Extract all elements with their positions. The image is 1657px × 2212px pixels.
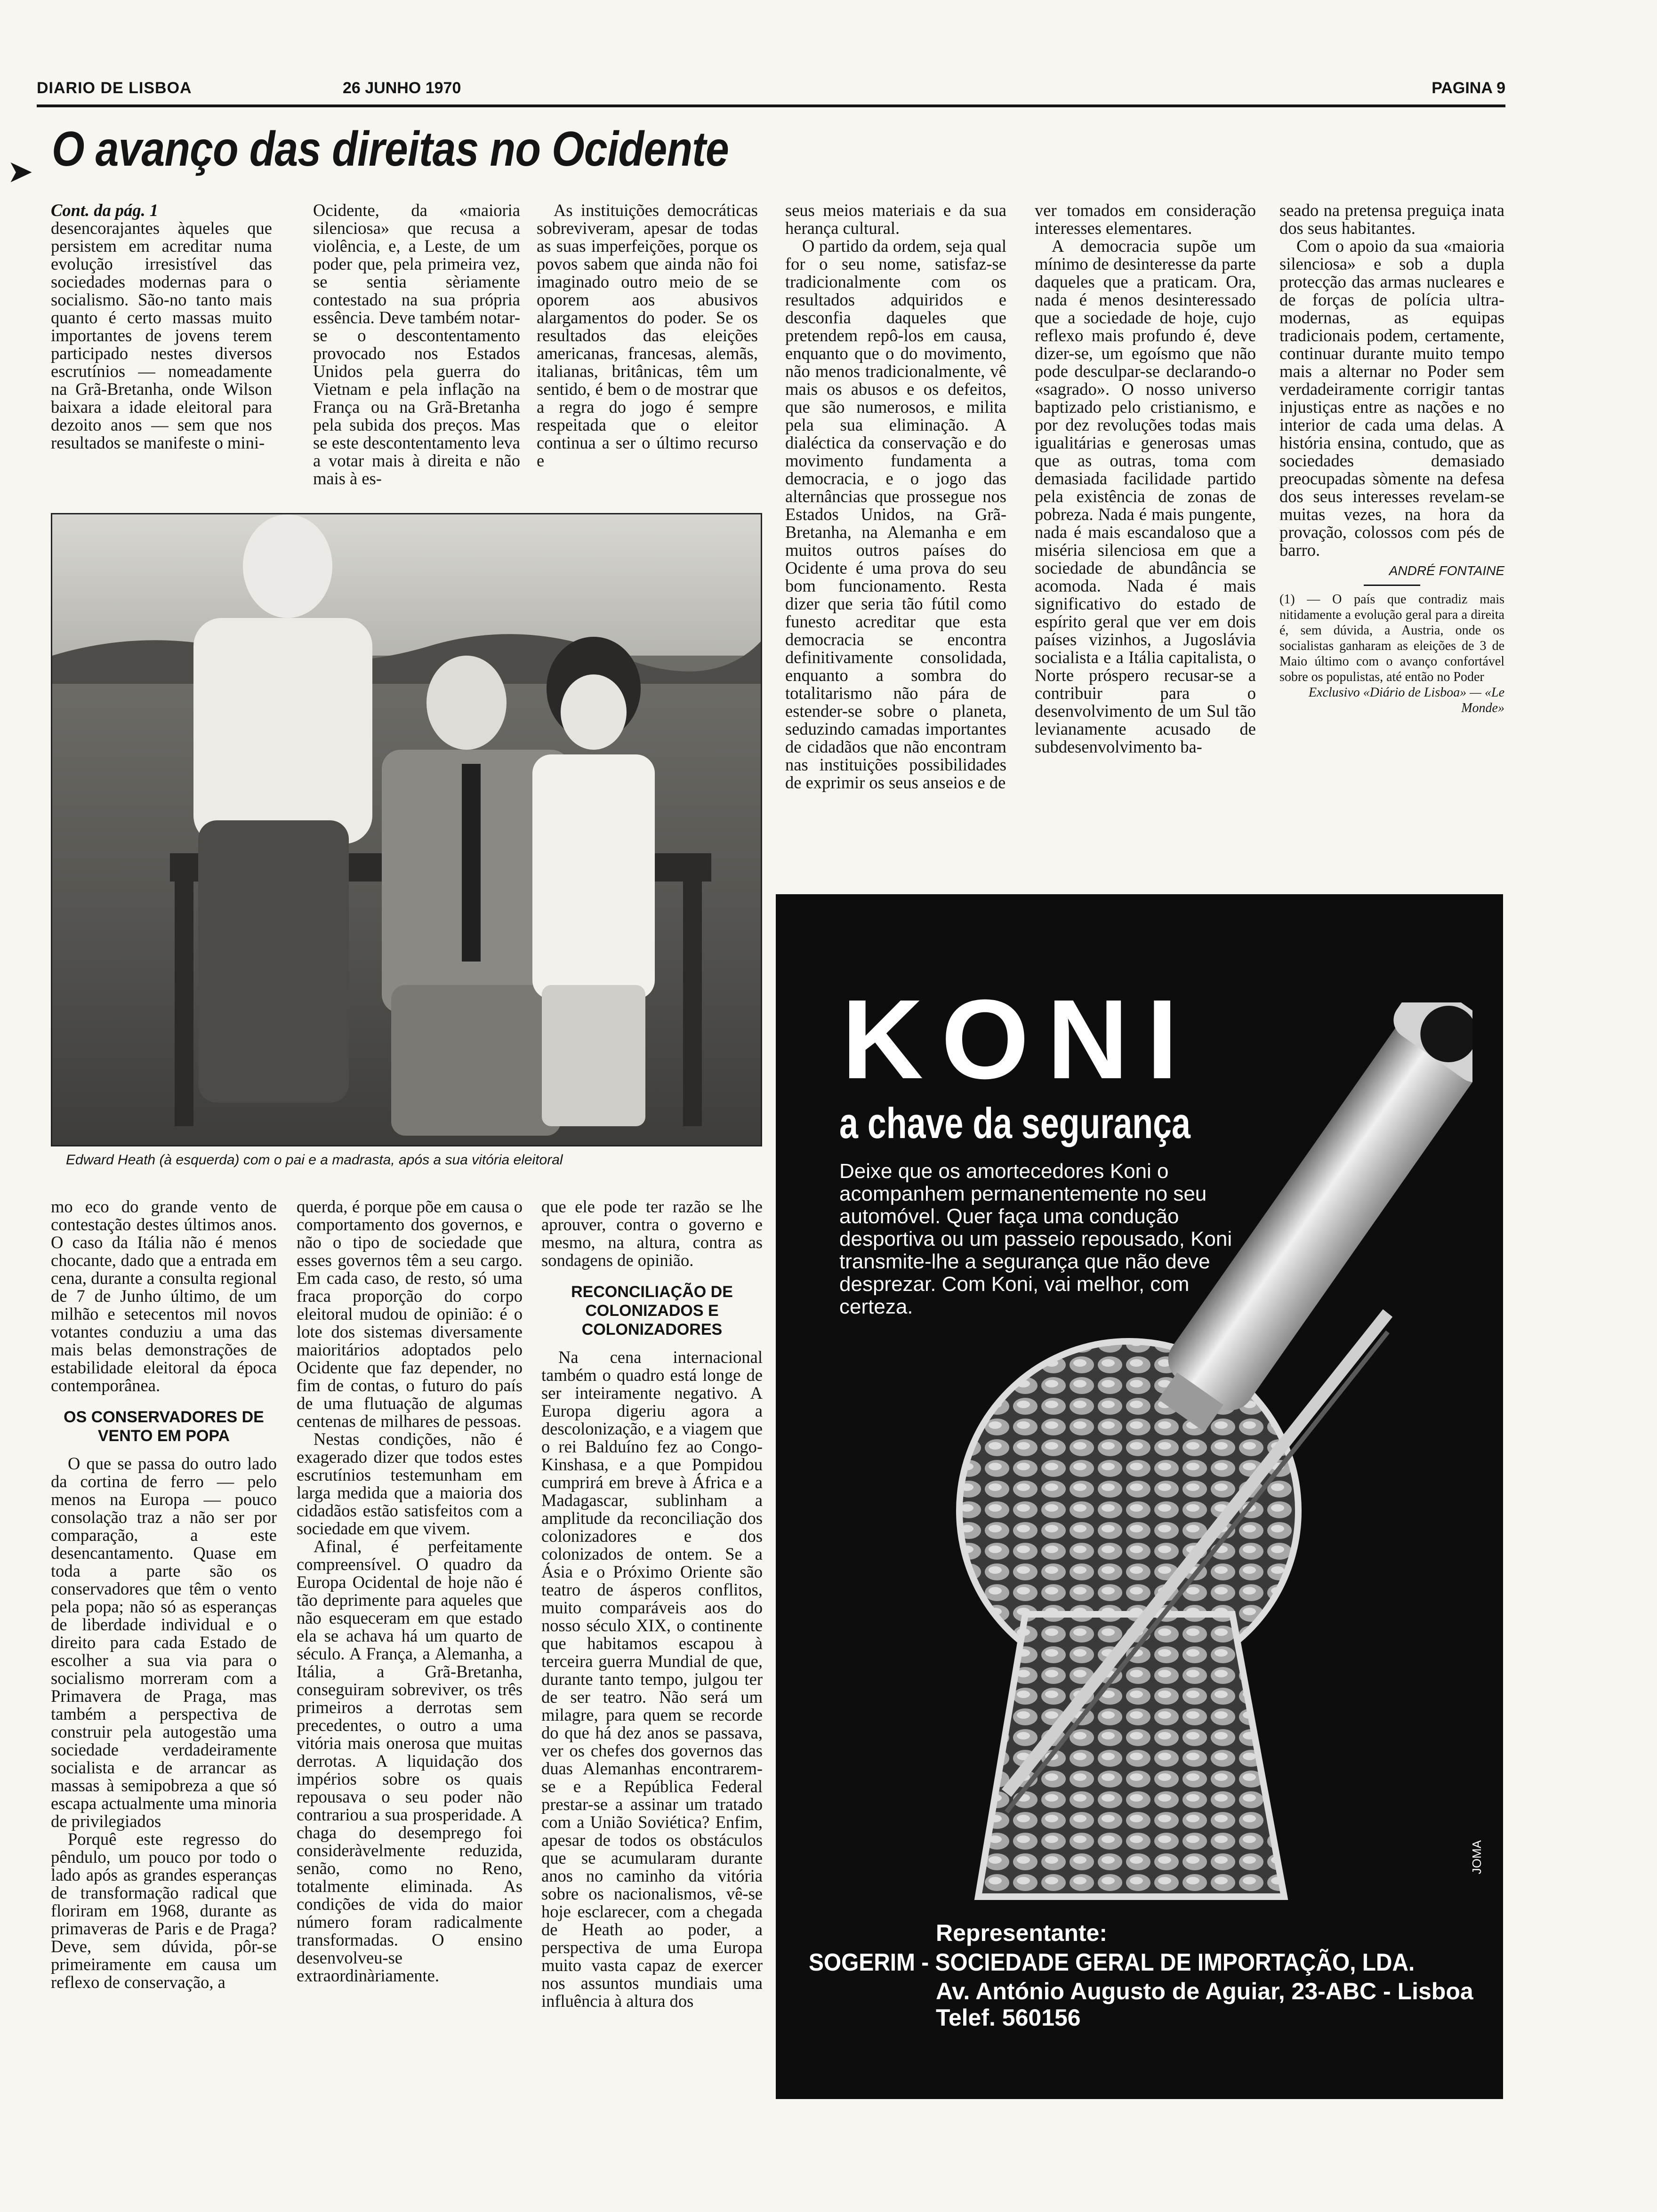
article-headline: O avanço das direitas no Ocidente	[52, 122, 729, 176]
paragraph: Com o apoio da sua «maioria silenciosa» e sob a dupla protecção das armas nucleares e de forças de polícia ultra-modernas, as equipas tradicionais podem, certamente, continuar durante muito tempo mais a alternar no Poder sem verdadeiramente corrigir tantas injustiças entre as nações e no interior de cada uma delas. A história ensina, contudo, que as sociedades demasiado preocupadas sòmente na defesa dos seus interesses revelam-se muitas vezes, na hora da provação, colossos com pés de barro.	[1279, 236, 1504, 560]
ad-company: SOGERIM - SOCIEDADE GERAL DE IMPORTAÇÃO, LDA.	[809, 1949, 1415, 1976]
photo-image	[52, 514, 761, 1145]
article-column-3	[537, 201, 758, 489]
photo-heath-family	[51, 513, 762, 1146]
paragraph: A democracia supõe um mínimo de desinteresse da parte daqueles que a praticam. Ora, nada é menos desinteressado que a sociedade de hoje, cujo reflexo mais profundo é, deve dizer-se, um egoísmo que não pode desculpar-se declarando-o «sagrado». O nosso universo baptizado pelo cristianismo, e por dez revoluções todas mais igualitárias e generosas umas que as outras, toma com demasiada facilidade partido pela existência de zonas de pobreza. Nada é mais pungente, nada é mais escandaloso que a miséria silenciosa em que a sociedade de abundância se acomoda. Nada é mais significativo do estado de espírito geral que ver em dois países vizinhos, a Jugoslávia socialista e a Itália capitalista, o Norte próspero recusar-se a contribuir para o desenvolvimento de um Sul tão levianamente acusado de subdesenvolvimento ba-	[1035, 236, 1256, 756]
footnote-rule	[1364, 585, 1420, 586]
subheading: OS CONSERVADORES DE VENTO EM POPA	[64, 1408, 264, 1445]
masthead	[37, 79, 1505, 104]
paragraph: que ele pode ter razão se lhe aprouver, contra o governo e mesmo, na altura, contra as sondagens de opinião.	[541, 1197, 763, 1270]
masthead-rule	[37, 104, 1505, 107]
keyhole-shock-absorber-illustration	[926, 1002, 1472, 1915]
newspaper-name: DIARIO DE LISBOA	[37, 79, 192, 97]
ad-address: Av. António Augusto de Aguiar, 23-ABC - Lisboa	[936, 1978, 1473, 2004]
paragraph: Porquê este regresso do pêndulo, um pouco por todo o lado após as grandes esperanças de transformação radical que floriram em 1968, durante as primaveras de Paris e de Praga? Deve, sem dúvida, pôr-se primeiramente em causa um reflexo de conservação, a	[51, 1829, 277, 1992]
continuation-arrow-icon: ➤	[8, 156, 32, 187]
paragraph: O partido da ordem, seja qual for o seu nome, satisfaz-se tradicionalmente com os resultados adquiridos e desconfia daqueles que pretendem repô-los em causa, enquanto que o do movimento, não menos tradicionalmente, vê mais os abusos e os defeitos, que são numerosos, e milita pela sua eliminação. A dialéctica da conservação e do movimento fundamenta a democracia, e o jogo das alternâncias que prossegue nos Estados Unidos, na Grã-Bretanha, na Alemanha e em muitos outros países do Ocidente é uma prova do seu bom funcionamento. Resta dizer que seria tão fútil como funesto acreditar que esta democracia se encontra definitivamente consolidada, enquanto a sombra do totalitarismo não pára de estender-se sobre o planeta, seduzindo camadas importantes de cidadãos que não encontram nas instituições possibilidades de exprimir os seus anseios e de	[785, 236, 1006, 792]
paragraph: Na cena internacional também o quadro está longe de ser inteiramente negativo. A Europa digeriu agora a descolonização, e a viagem que o rei Balduíno fez ao Congo-Kinshasa, e a que Pompidou cumprirá em breve à África e a Madagascar, sublinham a amplitude da reconciliação dos colonizadores e dos colonizados de ontem. Se a Ásia e o Próximo Oriente são teatro de ásperos conflitos, muito comparáveis aos do nosso século XIX, o continente que habitamos escapou à terceira guerra Mundial de que, durante tanto tempo, julgou ter de ser teatro. Não será um milagre, para quem se recorde do que há dez anos se passava, ver os chefes dos governos das duas Alemanhas encontrarem-se e a República Federal prestar-se a assinar um tratado com a União Soviética? Enfim, apesar de todos os obstáculos que se acumularam durante anos no caminho da vitória sobre os nacionalismos, vê-se hoje esclarecer, com a chegada de Heath ao poder, a perspectiva de uma Europa muito vasta capaz de exercer nos assuntos mundiais uma influência à altura dos	[541, 1347, 763, 2011]
paragraph: O que se passa do outro lado da cortina de ferro — pelo menos na Europa — pouco consolação traz a não ser por comparação, a este desencantamento. Quase em toda a parte são os conservadores que têm o vento pela popa; não só as esperanças de liberdade individual e o direito para cada Estado de escolher a sua via para o socialismo morreram com a Primavera de Praga, mas também a perspectiva de construir pela autogestão uma sociedade verdadeiramente socialista e de arrancar as massas à semipobreza a que só escapa actualmente uma minoria de privilegiados	[51, 1454, 277, 1831]
issue-date: 26 JUNHO 1970	[343, 79, 461, 97]
article-column-1	[51, 201, 272, 489]
paragraph: Afinal, é perfeitamente compreensível. O quadro da Europa Ocidental de hoje não é tão deprimente para aqueles que não esqueceram em que estado ela se achava há um quarto de século. A França, a Alemanha, a Itália, a Grã-Bretanha, conseguiram sobreviver, os três primeiros a derrotas sem precedentes, o outro a uma vitória mais onerosa que muitas derrotas. A liquidação dos impérios sobre os quais repousava o seu poder não contrariou a sua prosperidade. A chaga do desemprego foi consideràvelmente reduzida, senão, como no Reno, totalmente eliminada. As condições de vida do maior número foram radicalmente transformadas. O ensino desenvolveu-se extraordinàriamente.	[297, 1537, 523, 1985]
article-column-5	[1035, 201, 1256, 874]
paragraph: seado na pretensa preguiça inata dos seus habitantes.	[1279, 200, 1504, 238]
paragraph: desencorajantes àqueles que persistem em acreditar numa evolução irresistível das sociedades modernas para o socialismo. São-no tanto mais quanto é certo massas muito importantes de jovens terem participado nestes diversos escrutínios — nomeadamente na Grã-Bretanha, onde Wilson baixara a idade eleitoral para dezoito anos — sem que nos resultados se manifeste o mini-	[51, 218, 272, 452]
paragraph: Ocidente, da «maioria silenciosa» que recusa a violência, e, a Leste, de um poder que, pela primeira vez, se sentia sèriamente contestado na sua própria essência. Deve também notar-se o descontentamento provocado nos Estados Unidos pela guerra do Vietnam e pela inflação na França ou na Grã-Bretanha pela subida dos preços. Mas se este descontentamento leva a votar mais à direita e não mais à es-	[313, 200, 520, 488]
footnote: (1) — O país que contradiz mais nitidamente a evolução geral para a direita é, sem dúvida, a Austria, onde os socialistas ganharam as eleições de 3 de Maio último com o avanço confortável sobre os populistas, até então no Poder	[1279, 592, 1504, 684]
paragraph: As instituições democráticas sobreviveram, apesar de todas as suas imperfeições, porque os povos sabem que ainda não foi imaginado outro meio de se oporem aos abusivos alargamentos do poder. Se os resultados das eleições americanas, francesas, alemãs, italianas, britânicas, têm um sentido, é bem o de mostrar que a regra do jogo é sempre respeitada que o eleitor continua a ser o último recurso e	[537, 200, 758, 470]
paragraph: Nestas condições, não é exagerado dizer que todos estes escrutínios testemunham em larga medida que a maioria dos cidadãos estão satisfeitos com a sociedade em que vivem.	[297, 1429, 523, 1538]
photo-caption: Edward Heath (à esquerda) com o pai e a madrasta, após a sua vitória eleitoral	[66, 1152, 563, 1168]
article-column-7	[51, 1198, 277, 2200]
ad-phone: Telef. 560156	[936, 2004, 1081, 2031]
paragraph: querda, é porque põe em causa o comportamento dos governos, e não o tipo de sociedade que esses governos têm a seu cargo. Em cada caso, de resto, só uma fraca proporção do corpo eleitoral mudou de opinião: é o lote dos sistemas diversamente maioritários adoptados pelo Ocidente que faz depender, no fim de contas, o futuro do país de uma flutuação de algumas centenas de milhares de pessoas.	[297, 1197, 523, 1431]
article-column-6	[1279, 201, 1504, 879]
article-column-4	[785, 201, 1006, 874]
ad-representative-label: Representante:	[936, 1920, 1107, 1946]
subheading: RECONCILIAÇÃO DE COLONIZADOS E COLONIZADORES	[571, 1283, 733, 1338]
paragraph: mo eco do grande vento de contestação destes últimos anos. O caso da Itália não é menos chocante, dado que a entrada em cena, durante a consulta regional de 7 de Junho último, de um milhão e setecentos mil novos votantes conduziu a uma das mais belas demonstrações de estabilidade eleitoral da época contemporânea.	[51, 1197, 277, 1395]
ad-copy: Deixe que os amortecedores Koni o acompanhem permanentemente no seu automóvel. Quer faça uma condução desportiva ou um passeio repousado, Koni transmite-lhe a segurança que não deve desprezar. Com Koni, vai melhor, com certeza.	[839, 1160, 1232, 1318]
paragraph: ver tomados em consideração interesses elementares.	[1035, 200, 1256, 238]
ad-brand: KONI	[842, 976, 1196, 1102]
author-signature: ANDRÉ FONTAINE	[1389, 563, 1504, 578]
page-number: PAGINA 9	[1432, 79, 1505, 97]
ad-tagline: a chave da segurança	[839, 1099, 1190, 1147]
continuation-note: Cont. da pág. 1	[51, 200, 159, 220]
article-column-2	[313, 201, 520, 489]
article-column-9	[541, 1198, 763, 2200]
ad-artist-credit: JOMA	[1470, 1840, 1484, 1875]
exclusive-credit: Exclusivo «Diário de Lisboa» — «Le Monde»	[1308, 685, 1504, 715]
paragraph: seus meios materiais e da sua herança cultural.	[785, 200, 1006, 238]
koni-advertisement	[776, 894, 1503, 2099]
article-column-8	[297, 1198, 523, 2200]
